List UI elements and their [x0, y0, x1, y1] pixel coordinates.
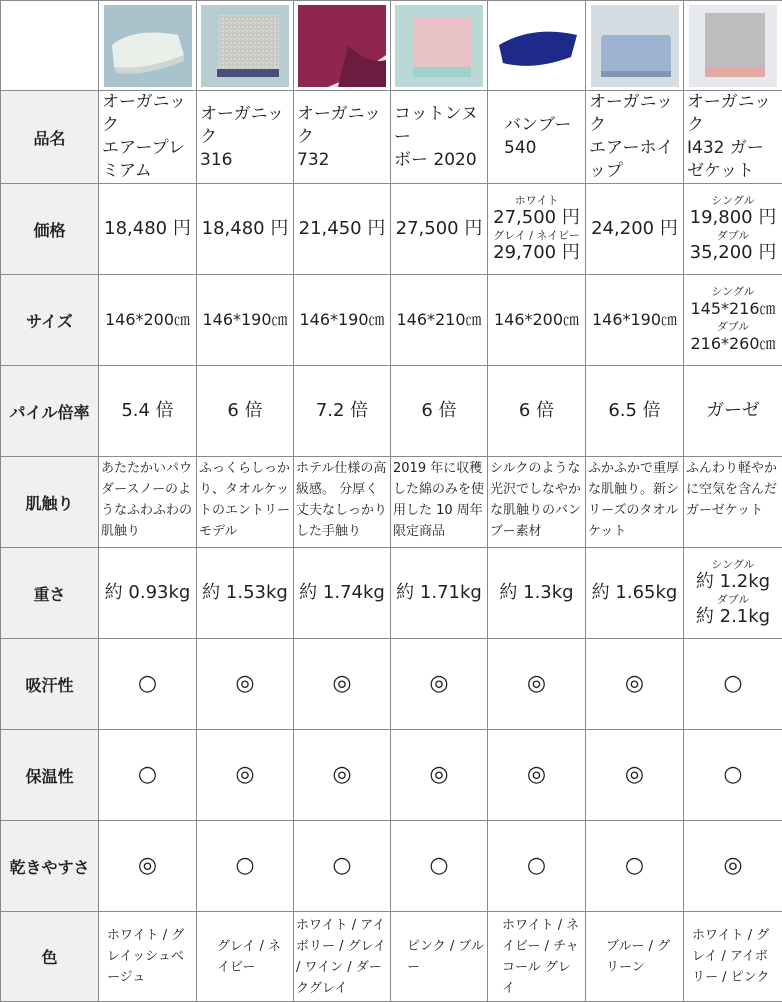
color-cell: グレイ / ネイビー	[197, 912, 294, 1002]
rating-mark: ◎	[197, 730, 294, 821]
pile-cell: 5.4 倍	[99, 366, 197, 457]
feel-row	[1, 457, 782, 548]
size-cell: 146*200㎝	[99, 275, 197, 366]
rating-mark: ◎	[684, 821, 782, 912]
rating-mark: ○	[586, 821, 684, 912]
rating-mark: ○	[294, 821, 391, 912]
product-name: オーガニック 316	[197, 91, 294, 184]
price-cell: 21,450 円	[294, 184, 391, 275]
corner-cell	[1, 1, 99, 91]
rating-mark: ◎	[488, 639, 586, 730]
size-row	[1, 275, 782, 366]
rating-mark: ○	[391, 821, 488, 912]
color-cell: ホワイト / グレイ / アイボリー / ピンク	[684, 912, 782, 1002]
row-header-absorb: 吸汗性	[1, 639, 99, 730]
rating-mark: ◎	[197, 639, 294, 730]
weight-row	[1, 548, 782, 639]
price-cell: 18,480 円	[197, 184, 294, 275]
dry-row	[1, 821, 782, 912]
product-photo	[586, 1, 684, 91]
weight-cell: 約 1.71kg	[391, 548, 488, 639]
rating-mark: ◎	[488, 730, 586, 821]
warm-row	[1, 730, 782, 821]
row-header-color: 色	[1, 912, 99, 1002]
rating-mark: ○	[99, 730, 197, 821]
weight-cell: 約 1.53kg	[197, 548, 294, 639]
rating-mark: ○	[684, 639, 782, 730]
rating-mark: ○	[684, 730, 782, 821]
product-name: オーガニック エアーホイップ	[586, 91, 684, 184]
weight-cell: 約 1.74kg	[294, 548, 391, 639]
pile-cell: 6 倍	[197, 366, 294, 457]
product-photo	[684, 1, 782, 91]
color-cell: ホワイト / ネイビー / チャコール グレイ	[488, 912, 586, 1002]
feel-cell: ふっくらしっかり、タオルケットのエントリーモデル	[197, 457, 294, 548]
price-cell: 24,200 円	[586, 184, 684, 275]
feel-cell: ホテル仕様の高級感。 分厚く丈夫なしっかりした手触り	[294, 457, 391, 548]
product-photo	[294, 1, 391, 91]
price-cell: 27,500 円	[391, 184, 488, 275]
product-name: コットンヌー ボー 2020	[391, 91, 488, 184]
feel-cell: ふかふかで重厚な肌触り。新シリーズのタオルケット	[586, 457, 684, 548]
price-row	[1, 184, 782, 275]
rating-mark: ◎	[99, 821, 197, 912]
size-cell: シングル 145*216㎝ ダブル 216*260㎝	[684, 275, 782, 366]
product-photo	[197, 1, 294, 91]
row-header-dry: 乾きやすさ	[1, 821, 99, 912]
weight-cell: 約 1.65kg	[586, 548, 684, 639]
row-header-name: 品名	[1, 91, 99, 184]
product-photo	[99, 1, 197, 91]
row-header-warm: 保温性	[1, 730, 99, 821]
size-cell: 146*190㎝	[586, 275, 684, 366]
row-header-weight: 重さ	[1, 548, 99, 639]
product-name: オーガニック 732	[294, 91, 391, 184]
feel-cell: ふんわり軽やかに空気を含んだガーゼケット	[684, 457, 782, 548]
product-photo	[391, 1, 488, 91]
rating-mark: ○	[197, 821, 294, 912]
weight-cell: 約 0.93kg	[99, 548, 197, 639]
price-cell: シングル 19,800 円 ダブル 35,200 円	[684, 184, 782, 275]
pile-cell: 6 倍	[391, 366, 488, 457]
size-cell: 146*190㎝	[294, 275, 391, 366]
rating-mark: ◎	[586, 639, 684, 730]
product-name: オーガニック エアープレミアム	[99, 91, 197, 184]
feel-cell: 2019 年に収穫した綿のみを使用した 10 周年限定商品	[391, 457, 488, 548]
row-header-feel: 肌触り	[1, 457, 99, 548]
photo-row	[1, 1, 782, 91]
size-cell: 146*190㎝	[197, 275, 294, 366]
size-cell: 146*200㎝	[488, 275, 586, 366]
rating-mark: ○	[99, 639, 197, 730]
color-cell: ブルー / グリーン	[586, 912, 684, 1002]
rating-mark: ○	[488, 821, 586, 912]
row-header-price: 価格	[1, 184, 99, 275]
feel-cell: あたたかいパウダースノーのようなふわふわの肌触り	[99, 457, 197, 548]
row-header-size: サイズ	[1, 275, 99, 366]
pile-row	[1, 366, 782, 457]
pile-cell: 6.5 倍	[586, 366, 684, 457]
product-name: オーガニック I432 ガーゼケット	[684, 91, 782, 184]
rating-mark: ◎	[294, 639, 391, 730]
row-header-pile: パイル倍率	[1, 366, 99, 457]
color-cell: ホワイト / アイボリー / グレイ / ワイン / ダークグレイ	[294, 912, 391, 1002]
product-photo	[488, 1, 586, 91]
name-row	[1, 91, 782, 184]
pile-cell: 6 倍	[488, 366, 586, 457]
absorb-row	[1, 639, 782, 730]
pile-cell: ガーゼ	[684, 366, 782, 457]
color-cell: ピンク / ブルー	[391, 912, 488, 1002]
price-cell: 18,480 円	[99, 184, 197, 275]
pile-cell: 7.2 倍	[294, 366, 391, 457]
size-cell: 146*210㎝	[391, 275, 488, 366]
product-name: バンブー 540	[488, 91, 586, 184]
rating-mark: ◎	[586, 730, 684, 821]
rating-mark: ◎	[294, 730, 391, 821]
feel-cell: シルクのような光沢でしなやかな肌触りのバンブー素材	[488, 457, 586, 548]
color-row	[1, 912, 782, 1002]
rating-mark: ◎	[391, 639, 488, 730]
price-cell: ホワイト 27,500 円 グレイ / ネイビー 29,700 円	[488, 184, 586, 275]
weight-cell: シングル 約 1.2kg ダブル 約 2.1kg	[684, 548, 782, 639]
weight-cell: 約 1.3kg	[488, 548, 586, 639]
rating-mark: ◎	[391, 730, 488, 821]
color-cell: ホワイト / グレイッシュベージュ	[99, 912, 197, 1002]
